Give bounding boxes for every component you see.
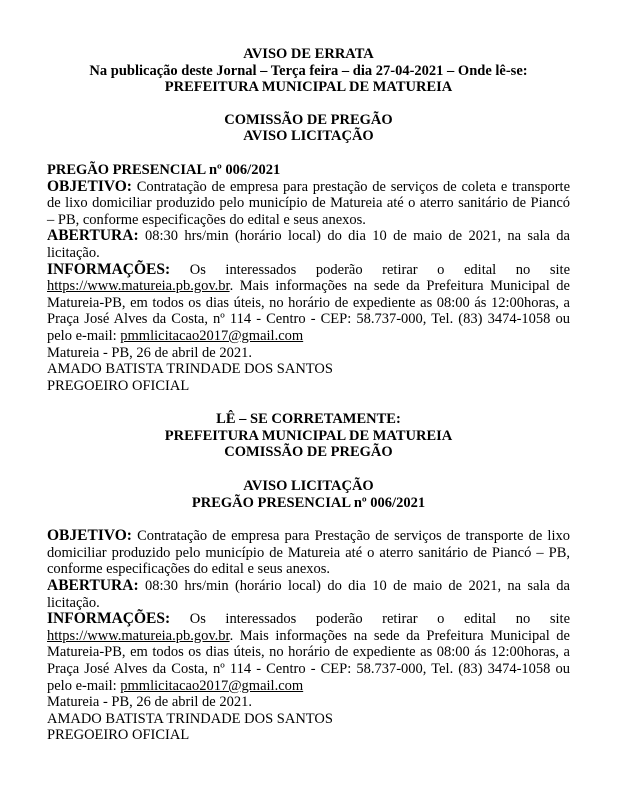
- errata-subtitle: Na publicação deste Jornal – Terça feira – dia 27-04-2021 – Onde lê-se:: [89, 62, 528, 79]
- first-abertura-text: 08:30 hrs/min (horário local) do dia 10 de maio de 2021, na sala da licitação.: [47, 228, 570, 261]
- first-header: [47, 112, 570, 145]
- second-abertura-text: 08:30 hrs/min (horário local) do dia 10 de maio de 2021, na sala da licitação.: [47, 578, 570, 611]
- second-date: Matureia - PB, 26 de abril de 2021.: [47, 694, 252, 711]
- correction-notice: AVISO LICITAÇÃO: [243, 478, 374, 495]
- second-role: PREGOEIRO OFICIAL: [47, 727, 190, 744]
- first-objetivo: [47, 179, 570, 229]
- first-info-text-2: . Mais informações na sede da Prefeitura Municipal de Matureia-PB, em todos os dias úteis, no horário de expediente as 08:00 ás 12:00horas, a Praça José Alves da Costa, nº 114 - Centro - CEP: 58.737-000, Tel. (83) 3474-1058 ou pelo e-mail:: [47, 278, 570, 344]
- first-objetivo-label: OBJETIVO:: [47, 177, 132, 195]
- second-objetivo-text: Contratação de empresa para Prestação de serviços de transporte de lixo domiciliar produzido pelo município de Matureia até o aterro sanitário de Piancó – PB, conforme especificações do edital e seus anexos.: [47, 528, 570, 578]
- first-abertura: [47, 228, 570, 261]
- second-info-label: INFORMAÇÕES:: [47, 610, 171, 628]
- second-info-email[interactable]: pmmlicitacao2017@gmail.com: [120, 677, 304, 694]
- second-objetivo: [47, 528, 570, 578]
- first-info-text-1: Os interessados poderão retirar o edital no site: [189, 261, 571, 278]
- first-abertura-label: ABERTURA:: [47, 227, 139, 245]
- first-informacoes: [47, 262, 570, 345]
- correction-title: LÊ – SE CORRETAMENTE:: [216, 411, 401, 428]
- second-abertura: [47, 578, 570, 611]
- first-notice: AVISO LICITAÇÃO: [243, 128, 374, 145]
- first-objetivo-text: Contratação de empresa para prestação de serviços de coleta e transporte de lixo domiciliar produzido pelo município de Matureia até o aterro sanitário de Piancó – PB, conforme especificações do edital e seus anexos.: [47, 178, 570, 228]
- first-role: PREGOEIRO OFICIAL: [47, 377, 190, 394]
- second-objetivo-label: OBJETIVO:: [47, 527, 132, 545]
- errata-title: AVISO DE ERRATA: [243, 46, 374, 62]
- first-info-label: INFORMAÇÕES:: [47, 260, 171, 278]
- first-info-email[interactable]: pmmlicitacao2017@gmail.com: [120, 327, 304, 344]
- first-notice-body: [47, 162, 570, 394]
- correction-org: PREFEITURA MUNICIPAL DE MATUREIA: [164, 427, 453, 444]
- first-commission: COMISSÃO DE PREGÃO: [224, 111, 393, 128]
- correction-header: [47, 411, 570, 461]
- first-info-link[interactable]: https://www.matureia.pb.gov.br: [47, 278, 230, 295]
- second-info-link[interactable]: https://www.matureia.pb.gov.br: [47, 627, 230, 644]
- second-notice-body: [47, 528, 570, 744]
- second-informacoes: [47, 611, 570, 694]
- errata-org: PREFEITURA MUNICIPAL DE MATUREIA: [164, 79, 453, 96]
- errata-header: [47, 46, 570, 96]
- correction-commission: COMISSÃO DE PREGÃO: [224, 444, 393, 461]
- second-info-text-1: Os interessados poderão retirar o edital no site: [189, 611, 571, 628]
- correction-notice-header: [47, 478, 570, 511]
- second-signer: AMADO BATISTA TRINDADE DOS SANTOS: [47, 710, 333, 727]
- first-date: Matureia - PB, 26 de abril de 2021.: [47, 344, 252, 361]
- first-pregao-title: PREGÃO PRESENCIAL nº 006/2021: [47, 161, 281, 178]
- second-abertura-label: ABERTURA:: [47, 577, 139, 595]
- correction-pregao: PREGÃO PRESENCIAL nº 006/2021: [191, 494, 426, 511]
- first-signer: AMADO BATISTA TRINDADE DOS SANTOS: [47, 361, 333, 378]
- second-info-text-2: . Mais informações na sede da Prefeitura Municipal de Matureia-PB, em todos os dias úteis, no horário de expediente as 08:00 ás 12:00horas, a Praça José Alves da Costa, nº 114 - Centro - CEP: 58.737-000, Tel. (83) 3474-1058 ou pelo e-mail:: [47, 627, 570, 694]
